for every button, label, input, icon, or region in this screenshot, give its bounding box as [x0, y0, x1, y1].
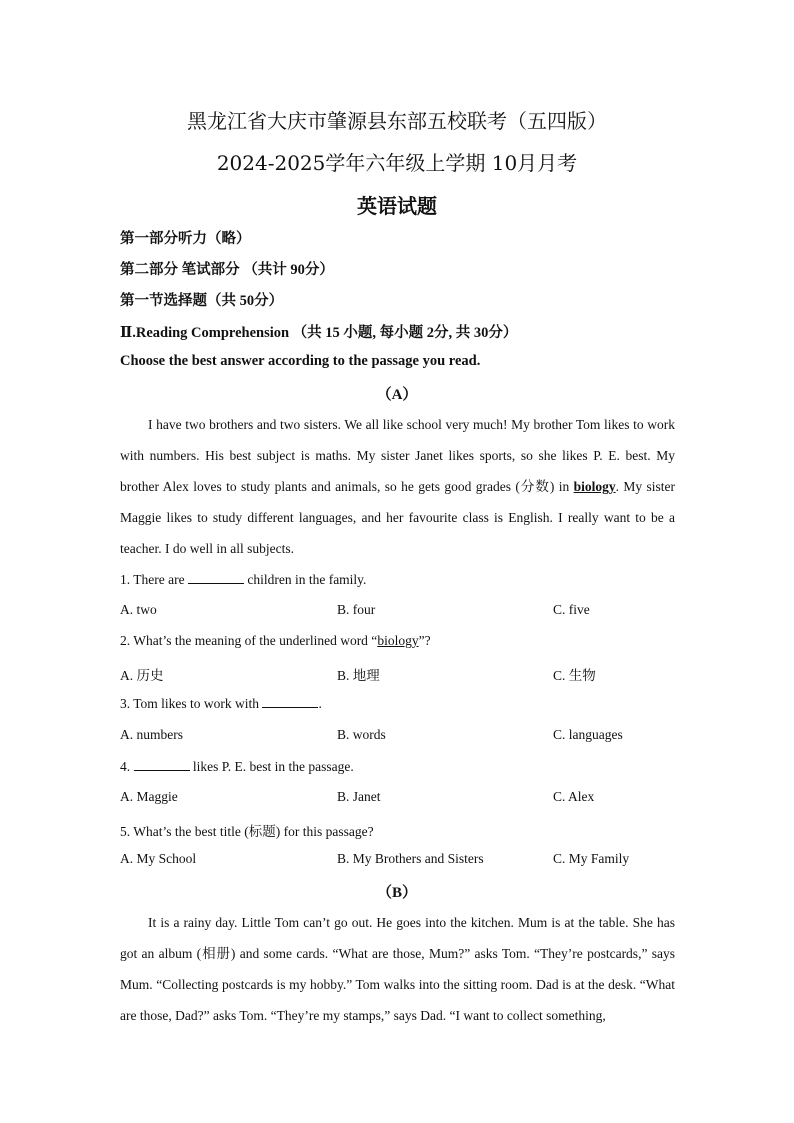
passage-b-label: （B）	[376, 885, 417, 901]
passage-a-text-part2: . My sister Maggie likes to study different languages, and her favourite class is English. I really want to be a teacher. I do well in all subjects.	[120, 479, 675, 556]
question-3-text-a: 3. Tom likes to work with	[120, 696, 263, 711]
question-1-text-b: children in the family.	[243, 572, 367, 587]
question-4-text-a: 4.	[120, 759, 134, 774]
reading-comprehension-heading: Ⅱ.Reading Comprehension （共 15 小题, 每小题 2分, 共 30分）	[120, 325, 518, 341]
exam-title-line-2: 2024-2025学年六年级上学期 10月月考	[216, 151, 578, 175]
question-2	[120, 633, 431, 649]
question-2-option-c: C. 生物	[553, 668, 596, 683]
question-3	[120, 695, 322, 712]
question-5	[120, 820, 374, 840]
answer-blank	[134, 758, 190, 771]
question-1-option-a: A. two	[120, 602, 157, 617]
answer-blank	[188, 571, 244, 584]
answer-blank	[262, 695, 318, 708]
question-3-option-b: B. words	[337, 727, 386, 742]
question-2-option-a: A. 历史	[120, 668, 164, 683]
section-part2-heading: 第二部分 笔试部分 （共计 90分）	[120, 262, 334, 278]
question-4-option-c: C. Alex	[553, 789, 595, 804]
question-4-text-b: likes P. E. best in the passage.	[189, 759, 354, 774]
passage-a-text	[120, 409, 675, 564]
question-1-text-a: 1. There are	[120, 572, 188, 587]
question-2-text-b: ”?	[418, 633, 431, 648]
question-4-option-b: B. Janet	[337, 789, 381, 804]
question-5-option-a: A. My School	[120, 851, 197, 866]
question-4-option-a: A. Maggie	[120, 789, 178, 804]
question-5-text: 5. What’s the best title (标题) for this passage?	[120, 824, 374, 839]
question-1-option-b: B. four	[337, 602, 376, 617]
passage-a-label: （A）	[376, 387, 418, 403]
question-2-option-b: B. 地理	[337, 668, 380, 683]
exam-title-subject: 英语试题	[357, 194, 437, 218]
underlined-word: biology	[377, 633, 419, 648]
question-5-option-c: C. My Family	[553, 851, 630, 866]
passage-b-text: It is a rainy day. Little Tom can’t go out. He goes into the kitchen. Mum is at the table. She has got an album (相册) and some cards. “What are those, Mum?” asks Tom. “They’re postcards,” says Mum. “Collecting postcards is my hobby.” Tom walks into the sitting room. Dad is at the desk. “What are those, Dad?” asks Tom. “They’re my stamps,” says Dad. “I want to collect something,	[120, 915, 675, 1023]
passage-a-text-part1: I have two brothers and two sisters. We all like school very much! My brother Tom likes to work with numbers. His best subject is maths. My sister Janet likes sports, so she likes P. E. best. My brother Alex loves to study plants and animals, so he gets good grades (分数) in	[120, 417, 675, 494]
question-5-option-b: B. My Brothers and Sisters	[337, 851, 484, 866]
question-1	[120, 571, 366, 588]
question-3-text-b: .	[318, 696, 322, 711]
section-part1-heading: 第一部分听力（略）	[120, 231, 251, 247]
question-3-option-c: C. languages	[553, 727, 623, 742]
question-3-option-a: A. numbers	[120, 727, 183, 742]
question-2-text-a: 2. What’s the meaning of the underlined word “	[120, 633, 378, 648]
keyword-biology: biology	[573, 479, 616, 494]
question-1-option-c: C. five	[553, 602, 590, 617]
question-4	[120, 758, 354, 775]
instruction-text: Choose the best answer according to the passage you read.	[120, 353, 481, 369]
section-1-heading: 第一节选择题（共 50分）	[120, 293, 284, 309]
exam-title-line-1: 黑龙江省大庆市肇源县东部五校联考（五四版）	[187, 109, 607, 133]
